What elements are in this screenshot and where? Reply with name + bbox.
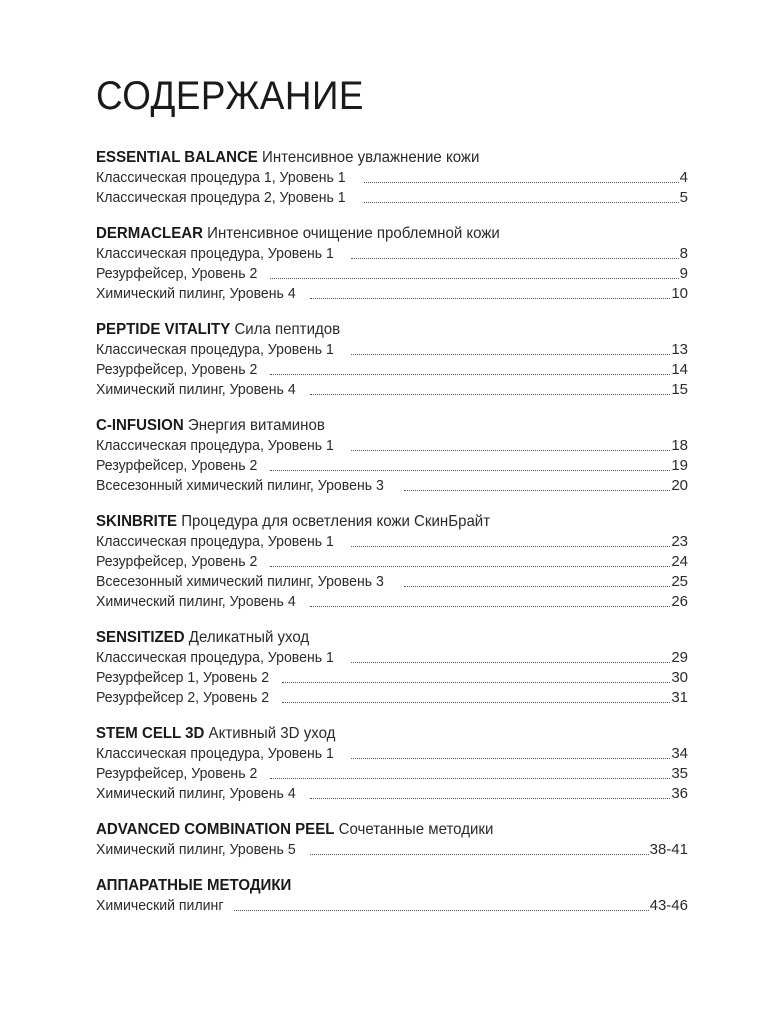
dot-leader — [270, 777, 671, 779]
page-number: 15 — [671, 381, 688, 398]
toc-entry[interactable] — [96, 592, 688, 612]
entry-title: Классическая процедура, Уровень 1 — [96, 341, 334, 358]
toc-entry[interactable] — [96, 168, 688, 188]
dot-leader — [351, 545, 670, 547]
section-heading — [96, 724, 652, 744]
toc-entry[interactable] — [96, 244, 688, 264]
toc-entry[interactable] — [96, 476, 688, 496]
page-number: 8 — [679, 245, 688, 262]
page-number: 20 — [671, 477, 688, 494]
entry-title: Классическая процедура, Уровень 1 — [96, 437, 334, 454]
toc-entry[interactable] — [96, 380, 688, 400]
toc-section — [96, 876, 688, 916]
toc-entry[interactable] — [96, 572, 688, 592]
section-subtitle: Деликатный уход — [188, 629, 310, 646]
dot-leader — [310, 605, 670, 607]
entry-title: Химический пилинг — [96, 897, 224, 914]
toc-entry[interactable] — [96, 360, 688, 380]
dot-leader — [351, 353, 670, 355]
section-heading — [96, 416, 652, 436]
toc-section — [96, 416, 688, 496]
entry-title: Классическая процедура 1, Уровень 1 — [96, 169, 346, 186]
page-title: СОДЕРЖАНИЕ — [96, 74, 364, 118]
toc-section — [96, 820, 688, 860]
entry-title: Резурфейсер 2, Уровень 2 — [96, 689, 270, 706]
page-number: 38-41 — [649, 841, 688, 858]
dot-leader — [310, 393, 670, 395]
dot-leader — [282, 701, 670, 703]
section-brand: ADVANCED COMBINATION PEEL — [96, 821, 335, 838]
toc-entry[interactable] — [96, 436, 688, 456]
dot-leader — [404, 585, 670, 587]
entry-title: Резурфейсер, Уровень 2 — [96, 553, 258, 570]
dot-leader — [270, 277, 679, 279]
section-brand: PEPTIDE VITALITY — [96, 321, 231, 338]
section-heading — [96, 320, 652, 340]
toc-entry[interactable] — [96, 552, 688, 572]
section-brand: АППАРАТНЫЕ МЕТОДИКИ — [96, 877, 292, 894]
entry-title: Резурфейсер, Уровень 2 — [96, 457, 258, 474]
page-number: 10 — [671, 285, 688, 302]
section-subtitle: Активный 3D уход — [208, 725, 336, 742]
section-subtitle: Интенсивное увлажнение кожи — [262, 149, 480, 166]
section-brand: C-INFUSION — [96, 417, 184, 434]
entry-title: Резурфейсер, Уровень 2 — [96, 265, 258, 282]
entry-title: Химический пилинг, Уровень 4 — [96, 785, 296, 802]
toc-entry[interactable] — [96, 896, 688, 916]
toc-section — [96, 148, 688, 208]
toc-entry[interactable] — [96, 264, 688, 284]
entry-title: Резурфейсер, Уровень 2 — [96, 361, 258, 378]
entry-title: Химический пилинг, Уровень 4 — [96, 285, 296, 302]
page-number: 31 — [671, 689, 688, 706]
toc-entry[interactable] — [96, 188, 688, 208]
toc-entry[interactable] — [96, 532, 688, 552]
dot-leader — [364, 201, 679, 203]
page-number: 13 — [671, 341, 688, 358]
table-of-contents — [96, 148, 688, 932]
toc-entry[interactable] — [96, 456, 688, 476]
toc-entry[interactable] — [96, 284, 688, 304]
entry-title: Резурфейсер, Уровень 2 — [96, 765, 258, 782]
page-number: 5 — [679, 189, 688, 206]
section-heading — [96, 512, 652, 532]
section-subtitle: Сочетанные методики — [338, 821, 494, 838]
entry-title: Классическая процедура, Уровень 1 — [96, 745, 334, 762]
entry-title: Химический пилинг, Уровень 5 — [96, 841, 296, 858]
entry-title: Всесезонный химический пилинг, Уровень 3 — [96, 573, 384, 590]
toc-section — [96, 320, 688, 400]
entry-title: Классическая процедура, Уровень 1 — [96, 649, 334, 666]
toc-entry[interactable] — [96, 688, 688, 708]
entry-title: Химический пилинг, Уровень 4 — [96, 593, 296, 610]
page-number: 35 — [671, 765, 688, 782]
section-heading — [96, 148, 652, 168]
dot-leader — [310, 797, 670, 799]
dot-leader — [351, 661, 670, 663]
page-number: 4 — [679, 169, 688, 186]
toc-section — [96, 512, 688, 612]
dot-leader — [282, 681, 670, 683]
section-brand: SKINBRITE — [96, 513, 178, 530]
toc-entry[interactable] — [96, 340, 688, 360]
toc-entry[interactable] — [96, 744, 688, 764]
section-subtitle: Процедура для осветления кожи СкинБрайт — [181, 513, 491, 530]
page-number: 25 — [671, 573, 688, 590]
dot-leader — [270, 565, 671, 567]
toc-entry[interactable] — [96, 648, 688, 668]
toc-section — [96, 628, 688, 708]
toc-entry[interactable] — [96, 840, 688, 860]
page-number: 43-46 — [649, 897, 688, 914]
toc-section — [96, 224, 688, 304]
section-brand: SENSITIZED — [96, 629, 185, 646]
page-number: 9 — [679, 265, 688, 282]
page-number: 26 — [671, 593, 688, 610]
section-heading — [96, 876, 652, 896]
section-heading — [96, 820, 652, 840]
dot-leader — [310, 853, 648, 855]
page-number: 30 — [671, 669, 688, 686]
dot-leader — [364, 181, 679, 183]
toc-section — [96, 724, 688, 804]
section-heading — [96, 224, 652, 244]
section-subtitle: Интенсивное очищение проблемной кожи — [207, 225, 500, 242]
entry-title: Химический пилинг, Уровень 4 — [96, 381, 296, 398]
section-brand: STEM CELL 3D — [96, 725, 205, 742]
entry-title: Резурфейсер 1, Уровень 2 — [96, 669, 270, 686]
dot-leader — [404, 489, 670, 491]
entry-title: Всесезонный химический пилинг, Уровень 3 — [96, 477, 384, 494]
page-number: 19 — [671, 457, 688, 474]
dot-leader — [270, 469, 671, 471]
page-number: 14 — [671, 361, 688, 378]
page-number: 34 — [671, 745, 688, 762]
page-number: 18 — [671, 437, 688, 454]
section-brand: DERMACLEAR — [96, 225, 203, 242]
dot-leader — [351, 257, 679, 259]
page-number: 24 — [671, 553, 688, 570]
dot-leader — [351, 757, 670, 759]
toc-entry[interactable] — [96, 784, 688, 804]
toc-entry[interactable] — [96, 668, 688, 688]
section-heading — [96, 628, 652, 648]
section-subtitle: Энергия витаминов — [187, 417, 325, 434]
page-number: 29 — [671, 649, 688, 666]
section-subtitle: Сила пептидов — [234, 321, 341, 338]
dot-leader — [270, 373, 671, 375]
section-brand: ESSENTIAL BALANCE — [96, 149, 258, 166]
dot-leader — [310, 297, 670, 299]
page-number: 36 — [671, 785, 688, 802]
entry-title: Классическая процедура, Уровень 1 — [96, 245, 334, 262]
entry-title: Классическая процедура, Уровень 1 — [96, 533, 334, 550]
entry-title: Классическая процедура 2, Уровень 1 — [96, 189, 346, 206]
toc-entry[interactable] — [96, 764, 688, 784]
page-number: 23 — [671, 533, 688, 550]
dot-leader — [234, 909, 649, 911]
dot-leader — [351, 449, 670, 451]
